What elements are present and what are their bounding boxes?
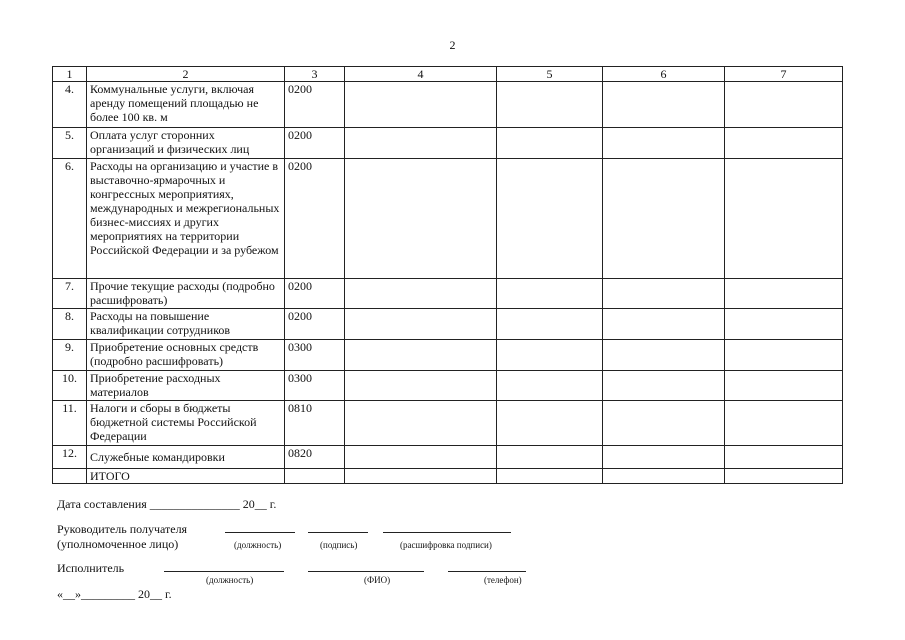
executor-date: «__»_________ 20__ г.	[57, 587, 172, 601]
head-sublabel: (уполномоченное лицо)	[57, 537, 179, 551]
cell-5[interactable]	[497, 371, 603, 401]
cell-4[interactable]	[345, 128, 497, 159]
executor-position-caption: (должность)	[206, 575, 254, 585]
row-name: Расходы на организацию и участие в выставочно-ярмарочных и конгрессных мероприятиях, международных и межрегиональных бизнес-миссиях и других мероприятиях на территории Российской Федерации и за рубежом	[87, 159, 285, 279]
position-line[interactable]	[225, 532, 295, 533]
cell-6[interactable]	[603, 128, 725, 159]
cell-4[interactable]	[345, 309, 497, 340]
row-code: 0200	[285, 128, 345, 159]
row-name: Служебные командировки	[87, 446, 285, 469]
table-row	[53, 82, 843, 128]
col-header-4: 4	[345, 67, 497, 82]
row-code: 0200	[285, 279, 345, 309]
cell-6[interactable]	[603, 309, 725, 340]
cell-7[interactable]	[725, 82, 843, 128]
cell-6[interactable]	[603, 401, 725, 446]
cell-5[interactable]	[497, 128, 603, 159]
col-header-6: 6	[603, 67, 725, 82]
table-row	[53, 159, 843, 279]
position-caption: (должность)	[234, 540, 282, 550]
cell-6[interactable]	[603, 82, 725, 128]
total-cell-4[interactable]	[345, 469, 497, 484]
total-label: ИТОГО	[87, 469, 285, 484]
cell-6[interactable]	[603, 371, 725, 401]
cell-6[interactable]	[603, 279, 725, 309]
cell-6[interactable]	[603, 159, 725, 279]
cell-7[interactable]	[725, 371, 843, 401]
cell-7[interactable]	[725, 446, 843, 469]
total-row	[53, 469, 843, 484]
row-number: 9.	[53, 340, 87, 371]
header-row	[53, 67, 843, 82]
table-row	[53, 128, 843, 159]
total-cell-7[interactable]	[725, 469, 843, 484]
cell-5[interactable]	[497, 446, 603, 469]
cell-7[interactable]	[725, 279, 843, 309]
row-name: Оплата услуг сторонних организаций и физических лиц	[87, 128, 285, 159]
signature-caption: (подпись)	[320, 540, 358, 550]
cell-7[interactable]	[725, 128, 843, 159]
row-number: 4.	[53, 82, 87, 128]
cell-4[interactable]	[345, 371, 497, 401]
cell-6[interactable]	[603, 446, 725, 469]
col-header-2: 2	[87, 67, 285, 82]
table-row	[53, 340, 843, 371]
total-cell-6[interactable]	[603, 469, 725, 484]
total-num-cell	[53, 469, 87, 484]
page-number: 2	[449, 38, 456, 52]
col-header-5: 5	[497, 67, 603, 82]
row-code: 0820	[285, 446, 345, 469]
total-cell-5[interactable]	[497, 469, 603, 484]
row-name: Прочие текущие расходы (подробно расшифровать)	[87, 279, 285, 309]
cell-4[interactable]	[345, 82, 497, 128]
row-number: 7.	[53, 279, 87, 309]
cell-5[interactable]	[497, 159, 603, 279]
head-label: Руководитель получателя	[57, 522, 188, 536]
row-number: 12.	[53, 446, 87, 469]
row-number: 6.	[53, 159, 87, 279]
row-code: 0300	[285, 340, 345, 371]
decoding-line[interactable]	[383, 532, 511, 533]
table-row	[53, 309, 843, 340]
row-number: 11.	[53, 401, 87, 446]
row-name: Расходы на повышение квалификации сотрудников	[87, 309, 285, 340]
col-header-3: 3	[285, 67, 345, 82]
cell-4[interactable]	[345, 446, 497, 469]
col-header-1: 1	[53, 67, 87, 82]
table-row	[53, 371, 843, 401]
row-name: Коммунальные услуги, включая аренду помещений площадью не более 100 кв. м	[87, 82, 285, 128]
total-code-cell	[285, 469, 345, 484]
cell-5[interactable]	[497, 279, 603, 309]
fio-line[interactable]	[308, 571, 424, 572]
report-table	[52, 66, 843, 484]
row-code: 0200	[285, 309, 345, 340]
row-code: 0300	[285, 371, 345, 401]
cell-7[interactable]	[725, 340, 843, 371]
cell-4[interactable]	[345, 340, 497, 371]
table-row	[53, 279, 843, 309]
col-header-7: 7	[725, 67, 843, 82]
table-row	[53, 401, 843, 446]
phone-line[interactable]	[448, 571, 526, 572]
row-code: 0200	[285, 159, 345, 279]
cell-7[interactable]	[725, 159, 843, 279]
cell-5[interactable]	[497, 309, 603, 340]
cell-5[interactable]	[497, 82, 603, 128]
executor-label: Исполнитель	[57, 561, 125, 575]
decoding-caption: (расшифровка подписи)	[400, 540, 492, 550]
cell-7[interactable]	[725, 309, 843, 340]
row-number: 8.	[53, 309, 87, 340]
row-number: 5.	[53, 128, 87, 159]
cell-7[interactable]	[725, 401, 843, 446]
cell-5[interactable]	[497, 340, 603, 371]
executor-position-line[interactable]	[164, 571, 284, 572]
row-code: 0810	[285, 401, 345, 446]
phone-caption: (телефон)	[484, 575, 522, 585]
row-code: 0200	[285, 82, 345, 128]
table-row	[53, 446, 843, 469]
row-name: Налоги и сборы в бюджеты бюджетной системы Российской Федерации	[87, 401, 285, 446]
signature-line[interactable]	[308, 532, 368, 533]
cell-5[interactable]	[497, 401, 603, 446]
cell-4[interactable]	[345, 279, 497, 309]
fio-caption: (ФИО)	[364, 575, 391, 585]
row-name: Приобретение расходных материалов	[87, 371, 285, 401]
date-compiled-label: Дата составления _______________ 20__ г.	[57, 497, 277, 511]
row-number: 10.	[53, 371, 87, 401]
cell-4[interactable]	[345, 401, 497, 446]
row-name: Приобретение основных средств (подробно расшифровать)	[87, 340, 285, 371]
cell-4[interactable]	[345, 159, 497, 279]
cell-6[interactable]	[603, 340, 725, 371]
